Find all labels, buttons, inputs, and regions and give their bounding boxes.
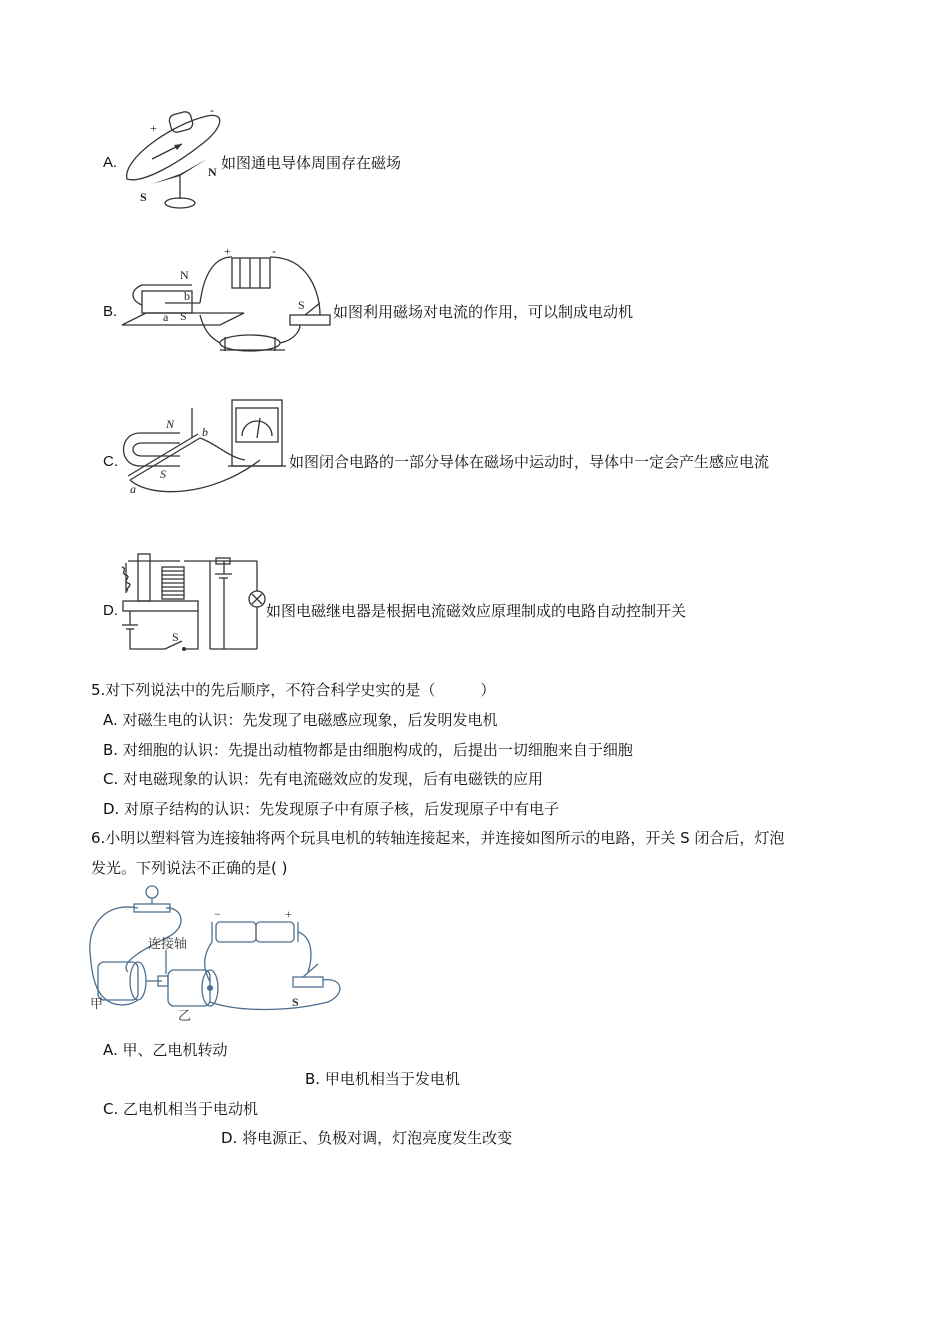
figure-b-n-label: N [180, 268, 189, 282]
option-a-text: 如图通电导体周围存在磁场 [221, 154, 402, 172]
figure-c-b-label: b [202, 425, 208, 439]
q5-option-a: A. 对磁生电的认识：先发现了电磁感应现象，后发明发电机 [103, 711, 498, 729]
figure-b-b-label: b [184, 289, 190, 303]
q6-option-c: C. 乙电机相当于电动机 [103, 1100, 259, 1118]
figure-d-s-label: S [172, 630, 179, 644]
q6-stem-line1: 6.小明以塑料管为连接轴将两个玩具电机的转轴连接起来，并连接如图所示的电路，开关 S 闭合后，灯泡 [91, 829, 785, 847]
figure-a-current-compass [122, 104, 222, 214]
q6-stem-line2: 发光。下列说法不正确的是( ) [91, 859, 288, 877]
figure-b-minus-label: - [272, 244, 276, 258]
option-a-letter: A. [103, 154, 118, 171]
figure-a-minus-label: - [210, 103, 214, 117]
figure-a-n-label: N [208, 165, 217, 179]
option-d-letter: D. [103, 602, 118, 619]
figure-b-a-label: a [163, 310, 169, 324]
figure-q6-axle-label: 连接轴 [148, 936, 188, 951]
figure-q6-minus-label: − [214, 907, 221, 921]
figure-q6-yi-label: 乙 [178, 1008, 192, 1023]
option-c-letter: C. [103, 453, 118, 470]
figure-q6-jia-label: 甲 [90, 996, 104, 1011]
option-d-text: 如图电磁继电器是根据电流磁效应原理制成的电路自动控制开关 [266, 602, 687, 620]
option-b-text: 如图利用磁场对电流的作用，可以制成电动机 [333, 303, 634, 321]
figure-q6-motors-circuit [88, 882, 350, 1022]
q6-option-a: A. 甲、乙电机转动 [103, 1041, 228, 1059]
figure-b-motor-circuit [120, 245, 332, 363]
figure-q6-plus-label: + [285, 907, 292, 921]
figure-b-switch-label: S [298, 298, 305, 312]
q5-stem: 5.对下列说法中的先后顺序，不符合科学史实的是（ ） [91, 681, 496, 699]
figure-a-s-label: S [140, 190, 147, 204]
option-c-text: 如图闭合电路的一部分导体在磁场中运动时，导体中一定会产生感应电流 [289, 453, 770, 471]
q5-option-d: D. 对原子结构的认识：先发现原子中有原子核，后发现原子中有电子 [103, 800, 560, 818]
figure-c-induction-galvanometer [120, 398, 290, 504]
figure-c-a-label: a [130, 482, 136, 496]
figure-a-plus-label: + [150, 121, 157, 135]
option-b-letter: B. [103, 303, 118, 320]
figure-c-s-label: S [160, 467, 166, 481]
q6-option-b: B. 甲电机相当于发电机 [305, 1070, 460, 1088]
figure-b-s-label: S [180, 309, 187, 323]
q5-option-b: B. 对细胞的认识：先提出动植物都是由细胞构成的，后提出一切细胞来自于细胞 [103, 741, 633, 759]
figure-q6-switch-label: S [292, 995, 299, 1009]
figure-b-plus-label: + [224, 244, 231, 258]
figure-d-relay-circuit [120, 549, 265, 652]
figure-c-n-label: N [166, 417, 175, 431]
q6-option-d: D. 将电源正、负极对调，灯泡亮度发生改变 [221, 1129, 513, 1147]
q5-option-c: C. 对电磁现象的认识：先有电流磁效应的发现，后有电磁铁的应用 [103, 770, 544, 788]
